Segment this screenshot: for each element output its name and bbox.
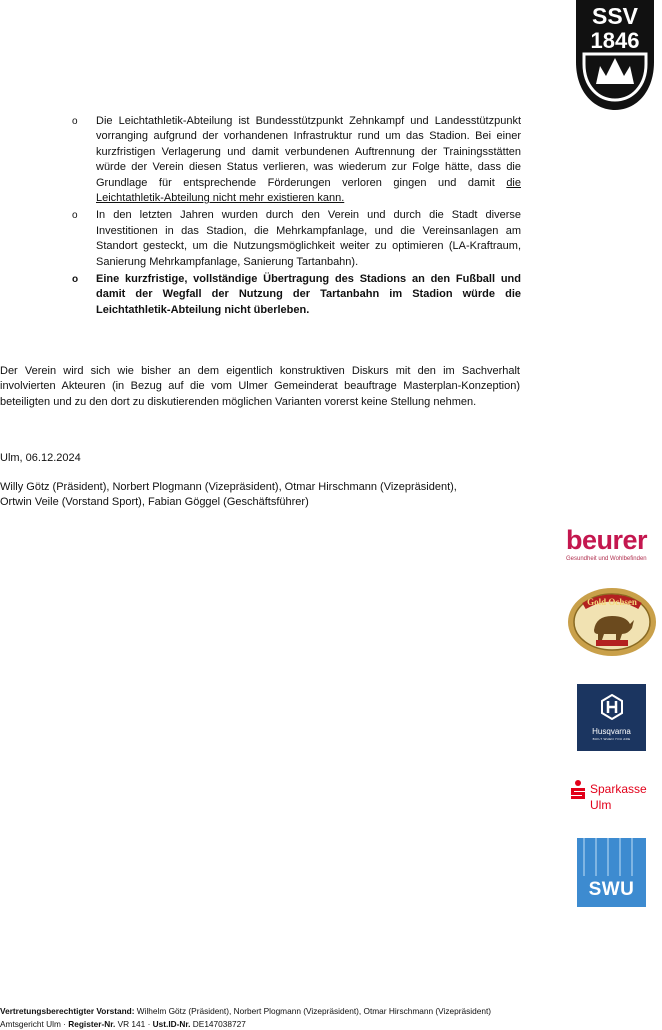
logo-text-ssv: SSV [591, 3, 639, 29]
footer-separator: · [147, 1019, 151, 1029]
footer-court: Amtsgericht Ulm [0, 1019, 61, 1029]
swu-wordmark: SWU [588, 879, 635, 900]
sponsor-swu-logo [577, 838, 646, 907]
signers [0, 480, 520, 511]
bullet-marker: o [72, 274, 79, 286]
swu-stripes-icon [577, 838, 646, 878]
beurer-tagline: Gesundheit und Wohlbefinden [566, 556, 647, 562]
goldochsen-wordmark: Gold Ochsen [587, 597, 637, 607]
footer-board [0, 1006, 491, 1016]
sponsor-sparkasse-logo [568, 774, 660, 814]
signers-line-2: Ortwin Veile (Vorstand Sport), Fabian Göggel (Geschäftsführer) [0, 496, 309, 509]
list-item [70, 114, 521, 206]
sparkasse-city: Ulm [590, 798, 612, 812]
bullet-text: Die Leichtathletik-Abteilung ist Bundesstützpunkt Zehnkampf und Landesstützpunkt vorranging aufgrund der vorhandenen Infrastruktur rund um das Stadion. Bei einer kurzfristigen Verlagerung und damit verbundenen Auftrennung der Trainingsstätten würde der Verein diesen Status verlieren, was wiederum zur Folge hätte, dass die Grundlage für entsprechende Förderungen verloren gingen und damit [96, 115, 521, 189]
footer-register-label: Register-Nr. [68, 1019, 116, 1029]
sparkasse-name: Sparkasse [590, 782, 647, 796]
sponsor-goldochsen-logo [566, 586, 658, 658]
footer-registry [0, 1019, 246, 1029]
footer-board-label: Vertretungsberechtigter Vorstand: [0, 1006, 135, 1016]
logo-text-year: 1846 [590, 28, 640, 53]
bullet-list [70, 114, 521, 320]
husqvarna-slogan: BUILT WHEN YOU ARE [592, 737, 631, 741]
bullet-marker: o [72, 210, 78, 222]
date-line: Ulm, 06.12.2024 [0, 452, 81, 464]
husqvarna-wordmark: Husqvarna [592, 727, 631, 736]
sponsor-beurer-logo [566, 526, 658, 562]
bullet-text-underlined: die Leichtathletik-Abteilung nicht mehr existieren kann. [96, 176, 521, 205]
footer-board-names: Wilhelm Götz (Präsident), Norbert Plogmann (Vizepräsident), Otmar Hirschmann (Vizepräsident) [136, 1006, 492, 1016]
list-item [70, 272, 521, 318]
signers-line-1: Willy Götz (Präsident), Norbert Plogmann (Vizepräsident), Otmar Hirschmann (Vizepräsident), [0, 481, 457, 493]
footer-separator: · [63, 1019, 66, 1029]
beurer-wordmark: beurer [566, 525, 648, 555]
footer-register-value: VR 141 [117, 1019, 146, 1029]
footer-ustid-label: Ust.ID-Nr. [152, 1019, 191, 1029]
husqvarna-crown-icon [600, 694, 624, 720]
body-paragraph: Der Verein wird sich wie bisher an dem eigentlich konstruktiven Diskurs mit den im Sachverhalt involvierten Akteuren (in Bezug auf die vom Ulmer Gemeinderat beauftrage Masterplan-Konzeption) beteiligten und zu den dort zu diskutierenden möglichen Varianten vorerst keine Stellung nehmen. [0, 365, 520, 408]
ssv-1846-logo [574, 0, 656, 112]
sparkasse-s-icon [570, 780, 586, 800]
bullet-text-bold: Eine kurzfristige, vollständige Übertragung des Stadions an den Fußball und damit der Wegfall der Nutzung der Tartanbahn im Stadion würde die Leichtathletik-Abteilung nicht überleben. [96, 273, 521, 316]
footer-ustid-value: DE147038727 [192, 1019, 246, 1029]
list-item [70, 208, 521, 270]
bullet-text: In den letzten Jahren wurden durch den Verein und durch die Stadt diverse Investitionen in das Stadion, die Mehrkampfanlage, und die Vereinsanlagen am Standort gesteckt, um die Nutzungsmöglichkeit weiter zu optimieren (LA-Kraftraum, Sanierung Mehrkampfanlage, Sanierung Tartanbahn). [96, 209, 521, 268]
bullet-marker: o [72, 116, 78, 127]
sponsor-husqvarna-logo [577, 684, 646, 751]
